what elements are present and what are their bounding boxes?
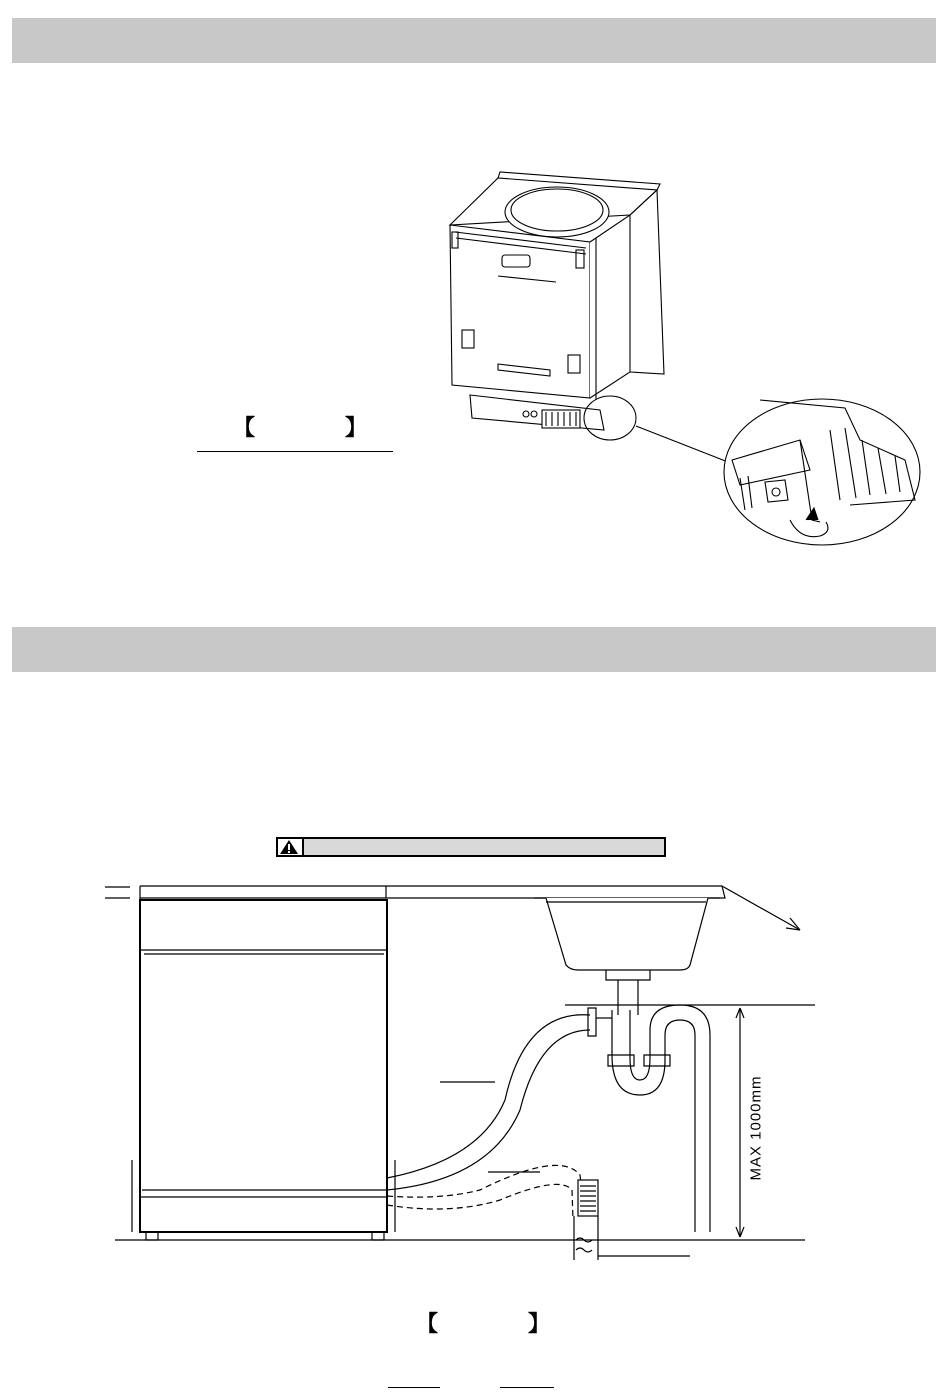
bracket-open-2: 【	[416, 1312, 439, 1337]
max-height-label: MAX 1000mm	[747, 1075, 765, 1181]
bracket-close-2: 】	[528, 1312, 551, 1337]
underline-2a	[388, 1387, 440, 1388]
bracket-close-1: 】	[345, 416, 368, 441]
bracket-open-1: 【	[233, 416, 256, 441]
underline-2b	[500, 1387, 554, 1388]
